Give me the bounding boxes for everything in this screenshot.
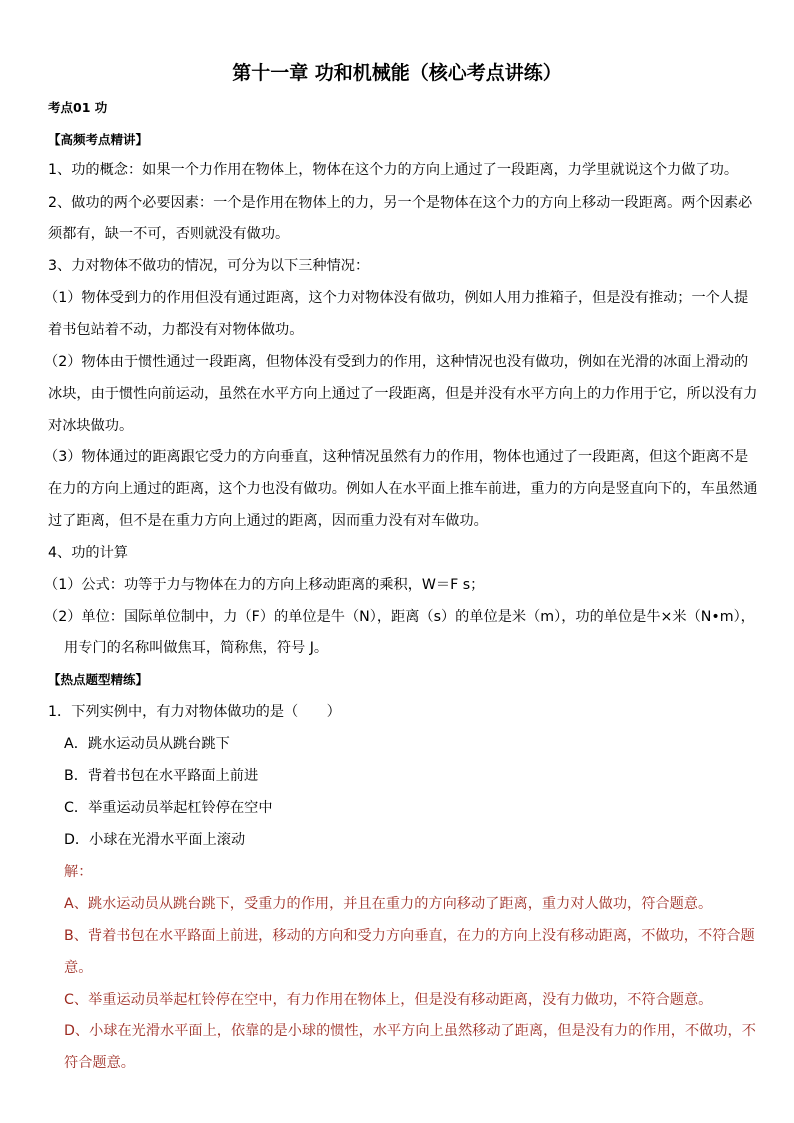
option-b: B．背着书包在水平路面上前进 <box>64 768 259 784</box>
solution-line: 意。 <box>64 960 93 976</box>
text-line: 着书包站着不动，力都没有对物体做功。 <box>48 322 304 338</box>
text-line: 冰块，由于惯性向前运动，虽然在水平方向上通过了一段距离，但是并没有水平方向上的力作用于它，所以没有力 <box>48 386 758 402</box>
text-line: （1）物体受到力的作用但没有通过距离，这个力对物体没有做功，例如人用力推箱子，但是没有推动；一个人提 <box>44 290 749 306</box>
option-a: A．跳水运动员从跳台跳下 <box>64 736 230 752</box>
solution-line: B、背着书包在水平路面上前进，移动的方向和受力方向垂直，在力的方向上没有移动距离，不做功，不符合题 <box>64 928 755 944</box>
text-line: 1、功的概念：如果一个力作用在物体上，物体在这个力的方向上通过了一段距离，力学里就说这个力做了功。 <box>48 162 739 178</box>
solution-label: 解： <box>64 864 93 880</box>
section-label: 考点01 功 <box>48 100 108 115</box>
text-line: （1）公式：功等于力与物体在力的方向上移动距离的乘积，W＝F s； <box>44 577 485 593</box>
option-d: D．小球在光滑水平面上滚动 <box>64 832 246 848</box>
text-line: 2、做功的两个必要因素：一个是作用在物体上的力，另一个是物体在这个力的方向上移动一段距离。两个因素必 <box>48 195 753 211</box>
text-line: 在力的方向上通过的距离，这个力也没有做功。例如人在水平面上推车前进，重力的方向是竖直向下的，车虽然通 <box>48 481 758 497</box>
solution-line: A、跳水运动员从跳台跳下，受重力的作用，并且在重力的方向移动了距离，重力对人做功，符合题意。 <box>64 896 713 912</box>
text-line: （2）物体由于惯性通过一段距离，但物体没有受到力的作用，这种情况也没有做功，例如在光滑的冰面上滑动的 <box>44 354 749 370</box>
text-line: 4、功的计算 <box>48 545 128 561</box>
text-line: 须都有，缺一不可，否则就没有做功。 <box>48 226 290 242</box>
option-c: C．举重运动员举起杠铃停在空中 <box>64 800 273 816</box>
question-stem: 1．下列实例中，有力对物体做功的是（ ） <box>48 704 341 720</box>
text-line: （2）单位：国际单位制中，力（F）的单位是牛（N），距离（s）的单位是米（m），功的单位是牛×米（N•m）， <box>44 609 755 625</box>
heading-key-points: 【高频考点精讲】 <box>48 132 149 147</box>
heading-practice: 【热点题型精练】 <box>48 672 149 687</box>
solution-line: 符合题意。 <box>64 1055 135 1071</box>
solution-line: C、举重运动员举起杠铃停在空中，有力作用在物体上，但是没有移动距离，没有力做功，不符合题意。 <box>64 992 713 1008</box>
text-line: 3、力对物体不做功的情况，可分为以下三种情况： <box>48 258 370 274</box>
text-line: 过了距离，但不是在重力方向上通过的距离，因而重力没有对车做功。 <box>48 513 488 529</box>
text-line: （3）物体通过的距离跟它受力的方向垂直，这种情况虽然有力的作用，物体也通过了一段距离，但这个距离不是 <box>44 449 749 465</box>
page-title: 第十一章 功和机械能（核心考点讲练） <box>232 62 562 84</box>
solution-line: D、小球在光滑水平面上，依靠的是小球的惯性，水平方向上虽然移动了距离，但是没有力的作用，不做功，不 <box>64 1023 756 1039</box>
text-line: 对冰块做功。 <box>48 418 134 434</box>
text-line: 用专门的名称叫做焦耳，简称焦，符号 J。 <box>64 640 329 656</box>
